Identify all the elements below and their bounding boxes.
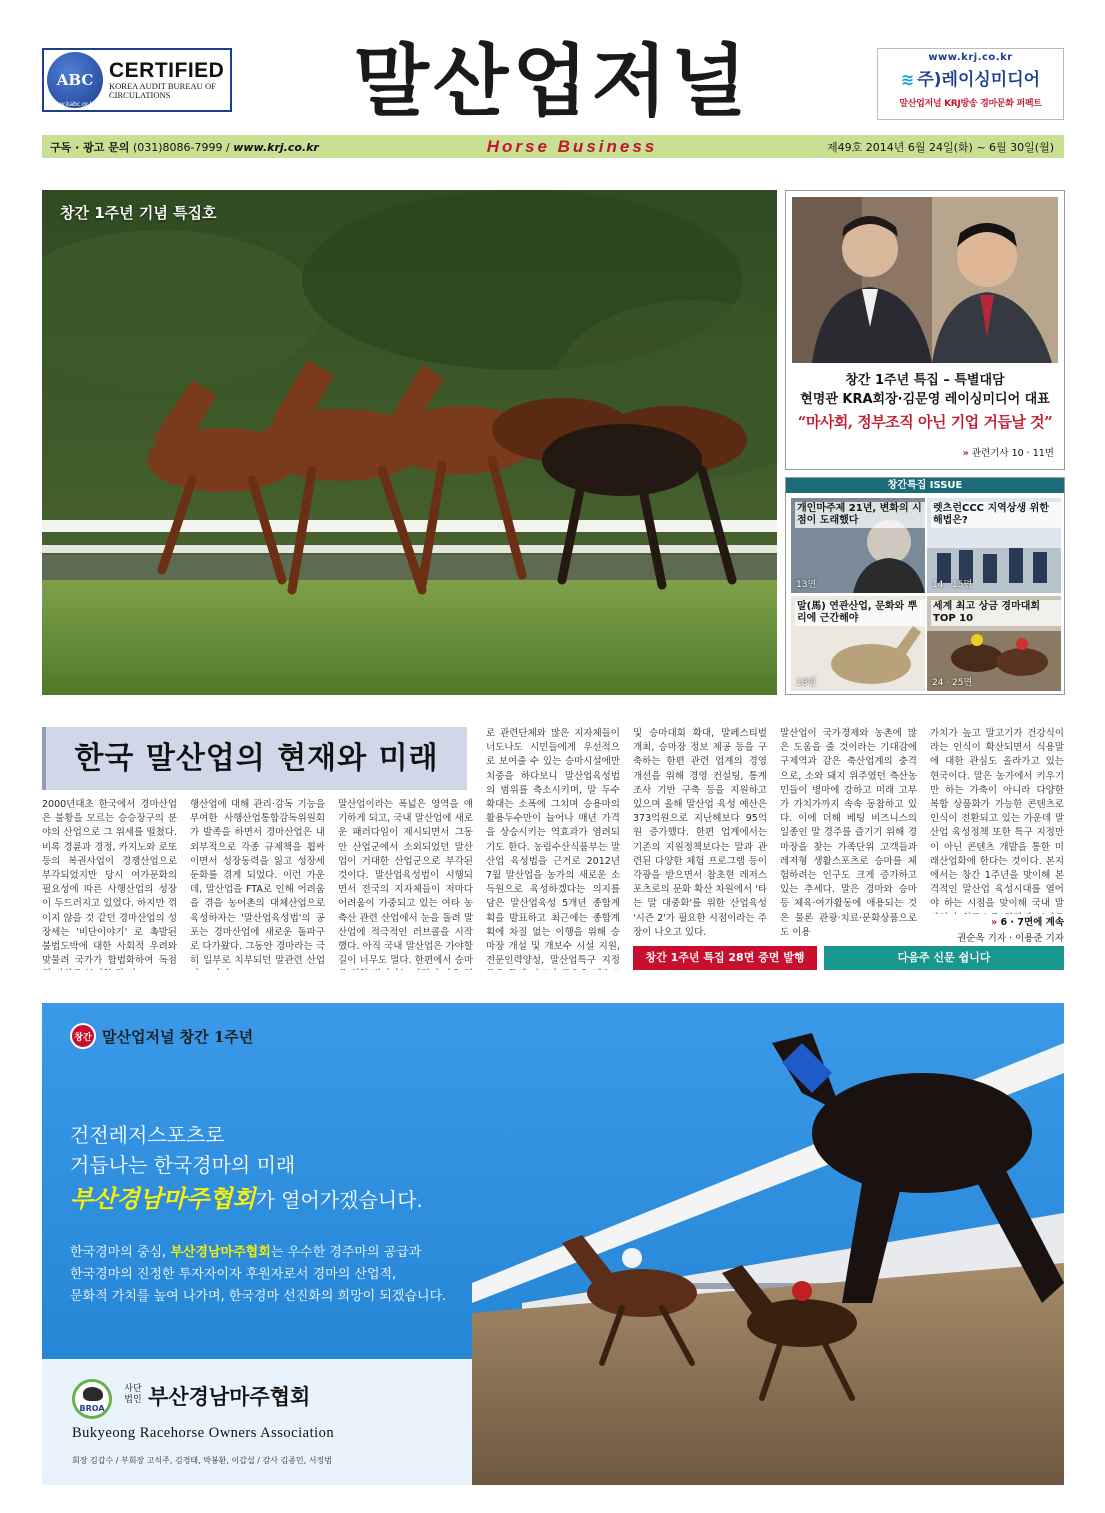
ad-body-1-pre: 한국경마의 중심,: [70, 1245, 171, 1260]
article-column-5: 및 승마대회 확대, 말페스티벌 개최, 승마장 정보 제공 등을 구축하는 한편 관련 업계의 경영 개선을 위해 경영 컨설팅, 통계조사 기반 구축 등을 지원하고 있으며 올해 말산업 육성 예산은 373억원으로 지난해보다 95억원 증가했다. 한편 업계에서는 기존의 지원정책보다는 말과 관련된 다양한 체험 프로그램 등이 각광을 받으면서 참초현 레저스포츠로의 문화 확산 차원에서 '타는 말 대중화'를 위한 산업육성 '시즌 2'가 필요한 시점이라는 주장이 나오고 있다.: [633, 728, 767, 938]
tagline: Horse Business: [486, 136, 658, 156]
ad-body-2: 한국경마의 진정한 투자자이자 후원자로서 경마의 산업적,: [70, 1267, 397, 1282]
special-issue-banner: 창간 1주년 특집 28면 증면 발행: [633, 946, 817, 970]
ad-sponsor-panel: [42, 1359, 472, 1485]
anniversary-seal-icon: 창간: [70, 1023, 96, 1049]
issue-tile-1[interactable]: [791, 498, 925, 593]
issue-tile-2[interactable]: [927, 498, 1061, 593]
next-week-notice-banner: 다음주 신문 쉽니다: [824, 946, 1064, 970]
contact-info: [42, 139, 442, 155]
interview-guests: 현명관 KRA회장·김문영 레이싱미디어 대표: [800, 392, 1050, 407]
ad-headline-2: 거듭나는 한국경마의 미래: [70, 1153, 296, 1177]
ad-body-1-highlight: 부산경남마주협회: [170, 1245, 271, 1260]
interview-quote: “마사회, 정부조직 아닌 기업 거듭날 것”: [797, 413, 1053, 431]
newspaper-title: 말산업저널: [353, 37, 751, 127]
article-column-4: 로 관련단체와 많은 지자체들이 너도나도 시민들에게 우선적으로 보여줄 수 있는 승마시설에만 치중을 하다보니 말산업육성법의 범위를 축소시키며, 말 두수 확대는 소폭에 그치며 승용마의 활용두수만이 늘어나 매년 가격을 상승시키는 역효과가 염려되기도 한다. 농림수산식품부는 말산업 육성법을 근거로 2012년 7월 말산업을 농가의 새로운 소득원으로 육성하겠다는 의지를 담은 말산업육성 5개년 종합계획을 발표하고 최근에는 종합계획에 차질 없는 이행을 위해 승마장 개설 및 개보수 시설 지원, 전문인력양성, 말산업특구 지정: [486, 728, 620, 967]
interview-ref-text: 관련기사 10 · 11면: [971, 448, 1054, 459]
galloping-horses-photo: [42, 190, 777, 695]
ad-officers: 회장 김갑수 / 부회장 고석주, 김경태, 박봉환, 이갑섭 / 감사 김종민, 서정범: [72, 1456, 332, 1465]
chevron-right-icon: »: [962, 448, 969, 459]
continued-text: 6 · 7면에 계속: [1000, 917, 1064, 928]
interview-box[interactable]: [785, 190, 1065, 470]
article-column-6: 말산업이 국가경제와 농촌에 많은 도움을 줄 것이라는 기대감에 구제역과 같은 축산업계의 충격으로, 소와 돼지 위주였던 축산농민들이 병마에 강하고 미래 고부가 가치가까지 속속 동참하고 있다. 이에 더해 베팅 비즈니스의 일종인 말 경주를 즐기기 위해 경마장을 찾는 가족단위 고객들과 레저형 생활스포츠로 승마를 체험하려는 인구도 크게 증가하고 있는 추세다. 말은 경마와 승마 등 체육·여가활동에 애용되는 것은 물론 관광·치료·문화상품으로도 이용: [780, 728, 917, 938]
ad-org-kind: 사단법인: [124, 1384, 142, 1405]
ad-org-english-name: Bukyeong Racehorse Owners Association: [72, 1425, 335, 1441]
issue-tile-2-title: 렛츠런CCC 지역상생 위한 해법은?: [931, 502, 1061, 528]
issue-tile-1-page: 13면: [796, 580, 817, 590]
interview-related-link[interactable]: [963, 445, 1054, 459]
publisher-name: [878, 65, 1063, 90]
abc-url: www.kabc.or.kr: [50, 101, 96, 108]
issue-tile-3-page: 18면: [796, 678, 817, 688]
contact-phone: (031)8086-7999 /: [132, 140, 230, 154]
ad-body-1: [70, 1241, 421, 1260]
issue-tile-1-title: 개인마주제 21년, 변화의 시점이 도래했다: [795, 502, 925, 528]
broa-logo-text: BROA: [79, 1404, 105, 1413]
publisher-url[interactable]: www.krj.co.kr: [928, 52, 1013, 63]
ad-body-1-post: 는 우수한 경주마의 공급과: [270, 1245, 422, 1260]
issue-tile-3[interactable]: [791, 596, 925, 691]
byline: 권순옥 기자 · 이용준 기자: [957, 933, 1064, 944]
issue-box: [785, 477, 1065, 695]
issue-info: 제49호 2014년 6월 24일(화) ~ 6월 30일(월): [827, 140, 1054, 154]
interview-series: 창간 1주년 특집 – 특별대담: [845, 373, 1005, 388]
masthead: [42, 38, 1064, 130]
interview-photo: [792, 197, 1058, 363]
ad-anniversary-label: [70, 1023, 253, 1049]
contact-label: 구독 · 광고 문의: [50, 140, 130, 154]
ad-org-name: 부산경남마주협회: [148, 1385, 311, 1409]
abc-sub-line-1: KOREA AUDIT BUREAU OF: [109, 81, 216, 92]
interview-guests-photo: [792, 197, 1058, 363]
ad-headline-3: [70, 1179, 423, 1214]
issue-tile-4-page: 24 · 25면: [932, 678, 973, 688]
horse-icon: [83, 1387, 103, 1401]
publisher-brands: 말산업저널 KRJ방송 경마문화 퍼펙트: [899, 99, 1042, 109]
abc-sub-line-2: CIRCULATIONS: [109, 90, 171, 101]
article-column-7: 가치가 높고 말고기가 건강식이라는 인식이 확산되면서 식용말에 대한 관심도 올라가고 있는 현국이다. 말은 농가에서 키우기만 하는 가축이 아니라 다양한 복합 상품화가 가능한 콘텐츠로 인식이 전환되고 있는 가운데 말산업 육성정책 또한 특구 지정만이 아닌 콘텐츠 개발을 통한 미래산업화에 한다는 것이다. 본지에서는 창간 1주년을 맞이해 본격적인 말산업 육성시대를 열어야 하는 시점을 맞이해 국내 말: [930, 728, 1064, 910]
hero-photo: [42, 190, 777, 695]
info-bar: [42, 135, 1064, 158]
hero-label: 창간 1주년 기념 특집호: [60, 204, 217, 222]
publisher-box: [877, 48, 1064, 120]
chevron-right-icon: »: [991, 917, 998, 928]
headline-box: [42, 727, 467, 790]
issue-tile-4-title: 세계 최고 상금 경마대회 TOP 10: [931, 600, 1061, 626]
article-column-2: 행산업에 대해 관리·감독 기능을 부여한 사행산업통합감독위원회가 발족을 하면서 경마산업은 내외부적으로 각종 규제책을 휩싸이면서 성장동력을 잃고 성장세 둔화를 겪게 되었다. 이런 가운데, 말산업을 FTA로 인해 어려움을 겪을 농어촌의 대체산업으로 육성하자는 '말산업육성법'의 공포는 경마산업에 새로운 돌파구로 다가왔다. 그동안 경마라는 극히 일부로 치부되던 말관련 산업: [190, 799, 325, 967]
broa-logo-icon: [72, 1379, 112, 1419]
continued-link[interactable]: [930, 914, 1064, 928]
ad-headline-rest: 가 열어가겠습니다.: [255, 1188, 423, 1212]
abc-logo: ABC: [47, 52, 103, 108]
article-column-3: 말산업이라는 폭넓은 영역을 얘기하게 되고, 국내 말산업에 새로운 패러다임이 제시되면서 그동안 산업군에서 소외되었던 말산업이 거대한 산업군으로 부각된 것이다. 말산업육성법이 시행되면서 전국의 지자체들이 저마다 어려움이 가중되고 있는 여타 농축산 관련 산업에서 눈을 돌려 말산업에 적극적인 러브콜을 시작했다. 아직 국내 말산업은 가야할 길이 너무도 멀다. 한편에서 승마: [338, 799, 473, 967]
advertisement[interactable]: [42, 1003, 1064, 1485]
headline: 한국 말산업의 현재와 미래: [74, 741, 439, 776]
abc-text: [109, 60, 224, 100]
ad-body-3: 문화적 가치를 높여 나가며, 한국경마 선진화의 희망이 되겠습니다.: [70, 1289, 447, 1304]
abc-certified-label: CERTIFIED: [109, 59, 225, 83]
abc-certified-badge: [42, 48, 232, 112]
publisher-logo-icon: ≋: [900, 70, 915, 89]
contact-site[interactable]: www.krj.co.kr: [233, 140, 319, 154]
issue-header: 창간특집 ISSUE: [786, 478, 1064, 493]
issue-tile-3-title: 말(馬) 연관산업, 문화와 뿌리에 근간해야: [795, 600, 925, 626]
ad-headline-1: 건전레저스포츠로: [70, 1123, 225, 1147]
issue-tile-2-page: 14 · 15면: [932, 580, 973, 590]
issue-tile-4[interactable]: [927, 596, 1061, 691]
ad-headline-highlight: 부산경남마주협회: [70, 1185, 256, 1213]
publisher-name-text: 주)레이싱미디어: [917, 70, 1041, 90]
article-column-1: 2000년대초 한국에서 경마산업은 불황을 모르는 승승장구의 분야의 산업으로 그 위세를 떨쳤다. 비록 경륜과 경정, 카지노와 로또 등의 복권사업이 경쟁산업으로 부각되었지만 당시 여가문화의 필요성에 따른 사행산업의 성장이 두드러지고 있었다. 하지만 꺾이지 않을 것 같던 경마산업의 성장세는 '비단이야기' 로 촉발된 불법도박에 대한 사회적 우려와 맞물려 국가가 합법화하여 독점: [42, 799, 177, 967]
ad-anniversary-text: 말산업저널 창간 1주년: [102, 1027, 254, 1046]
